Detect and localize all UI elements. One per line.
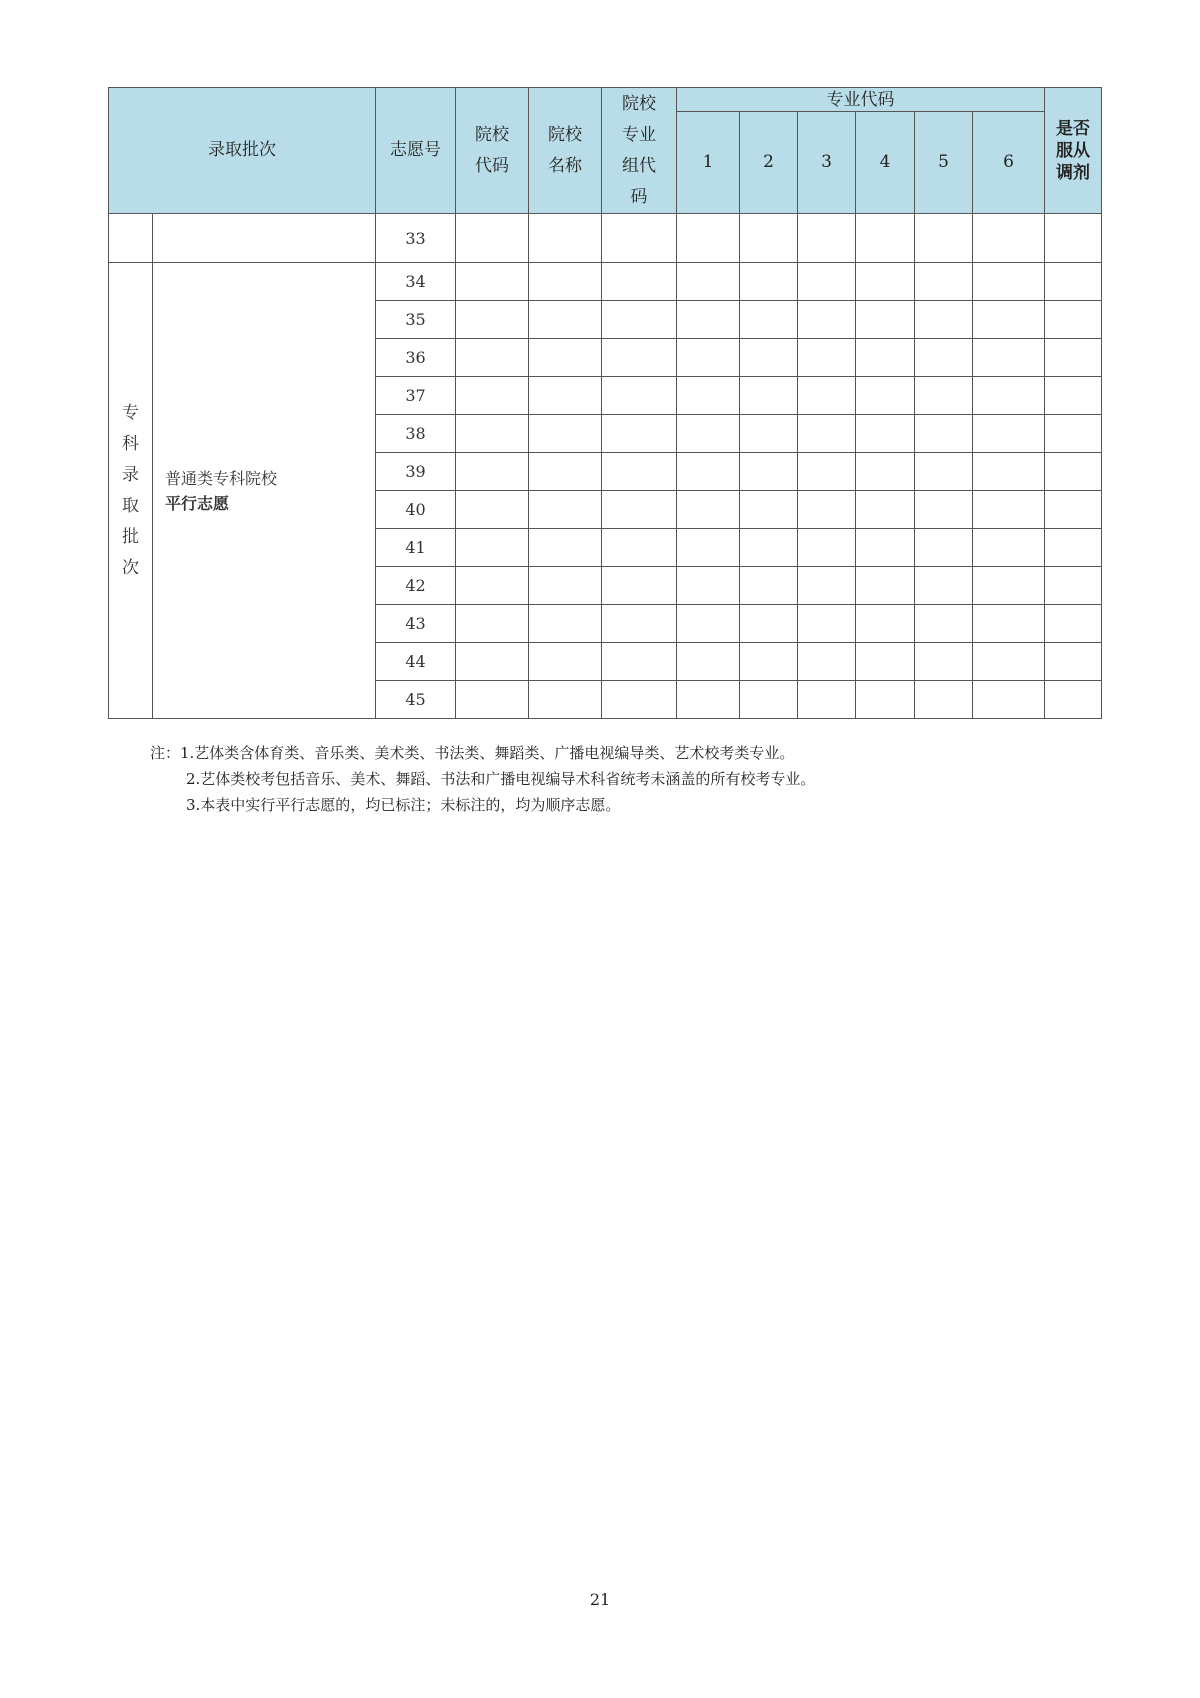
entry-cell — [973, 453, 1045, 491]
entry-cell — [677, 491, 740, 529]
entry-cell — [602, 301, 677, 339]
entry-cell — [740, 643, 798, 681]
choice-number: 38 — [376, 415, 456, 453]
entry-cell — [456, 529, 529, 567]
entry-cell — [1045, 491, 1102, 529]
entry-cell — [856, 605, 915, 643]
entry-cell — [740, 453, 798, 491]
entry-cell — [1045, 605, 1102, 643]
entry-cell — [602, 681, 677, 719]
notes — [150, 740, 815, 818]
choice-number: 45 — [376, 681, 456, 719]
table-row — [109, 214, 1102, 263]
entry-cell — [915, 529, 973, 567]
entry-cell — [456, 339, 529, 377]
entry-cell — [915, 605, 973, 643]
entry-cell — [1045, 301, 1102, 339]
entry-cell — [798, 453, 856, 491]
entry-cell — [740, 567, 798, 605]
choice-number: 39 — [376, 453, 456, 491]
header-major-1: 1 — [677, 112, 740, 214]
entry-cell — [856, 491, 915, 529]
entry-cell — [677, 643, 740, 681]
entry-cell — [602, 377, 677, 415]
entry-cell — [973, 301, 1045, 339]
blank-cell — [153, 214, 376, 263]
entry-cell — [677, 415, 740, 453]
blank-cell — [109, 214, 153, 263]
choice-number: 33 — [376, 214, 456, 263]
entry-cell — [973, 339, 1045, 377]
entry-cell — [677, 567, 740, 605]
header-major-5: 5 — [915, 112, 973, 214]
header-major-4: 4 — [856, 112, 915, 214]
entry-cell — [973, 567, 1045, 605]
header-school-name: 院校 名称 — [529, 88, 602, 214]
entry-cell — [798, 529, 856, 567]
entry-cell — [740, 491, 798, 529]
entry-cell — [529, 529, 602, 567]
entry-cell — [915, 453, 973, 491]
entry-cell — [529, 491, 602, 529]
entry-cell — [529, 339, 602, 377]
entry-cell — [798, 491, 856, 529]
entry-cell — [529, 681, 602, 719]
entry-cell — [456, 301, 529, 339]
entry-cell — [798, 301, 856, 339]
entry-cell — [456, 415, 529, 453]
entry-cell — [677, 453, 740, 491]
entry-cell — [740, 681, 798, 719]
entry-cell — [1045, 681, 1102, 719]
choice-number: 41 — [376, 529, 456, 567]
entry-cell — [856, 643, 915, 681]
choice-number: 35 — [376, 301, 456, 339]
entry-cell — [529, 453, 602, 491]
choice-number: 40 — [376, 491, 456, 529]
entry-cell — [1045, 453, 1102, 491]
batch-name-vertical: 专 科 录 取 批 次 — [109, 263, 153, 719]
header-major-6: 6 — [973, 112, 1045, 214]
entry-cell — [677, 301, 740, 339]
entry-cell — [798, 643, 856, 681]
entry-cell — [677, 529, 740, 567]
entry-cell — [602, 567, 677, 605]
choice-number: 43 — [376, 605, 456, 643]
entry-cell — [856, 339, 915, 377]
header-school-code: 院校 代码 — [456, 88, 529, 214]
entry-cell — [798, 605, 856, 643]
entry-cell — [915, 567, 973, 605]
entry-cell — [1045, 377, 1102, 415]
choice-number: 36 — [376, 339, 456, 377]
entry-cell — [1045, 567, 1102, 605]
entry-cell — [798, 567, 856, 605]
entry-cell — [798, 339, 856, 377]
entry-cell — [602, 415, 677, 453]
choice-number: 37 — [376, 377, 456, 415]
entry-cell — [915, 491, 973, 529]
entry-cell — [740, 605, 798, 643]
entry-cell — [677, 605, 740, 643]
choice-number: 42 — [376, 567, 456, 605]
note-3: 3.本表中实行平行志愿的，均已标注；未标注的，均为顺序志愿。 — [186, 796, 621, 814]
entry-cell — [529, 567, 602, 605]
entry-cell — [456, 567, 529, 605]
entry-cell — [740, 529, 798, 567]
entry-cell — [973, 377, 1045, 415]
entry-cell — [856, 377, 915, 415]
entry-cell — [456, 453, 529, 491]
entry-cell — [602, 643, 677, 681]
entry-cell — [602, 529, 677, 567]
entry-cell — [973, 605, 1045, 643]
batch-mode: 平行志愿 — [165, 493, 230, 513]
entry-cell — [456, 377, 529, 415]
entry-cell — [798, 377, 856, 415]
application-form-table — [108, 87, 1102, 719]
entry-cell — [677, 377, 740, 415]
entry-cell — [602, 605, 677, 643]
entry-cell — [915, 339, 973, 377]
entry-cell — [456, 491, 529, 529]
entry-cell — [856, 301, 915, 339]
entry-cell — [856, 529, 915, 567]
choice-number: 34 — [376, 263, 456, 301]
entry-cell — [602, 453, 677, 491]
entry-cell — [529, 605, 602, 643]
entry-cell — [856, 453, 915, 491]
entry-cell — [915, 643, 973, 681]
entry-cell — [529, 643, 602, 681]
page-number: 21 — [589, 1590, 611, 1609]
entry-cell — [915, 377, 973, 415]
header-major-2: 2 — [740, 112, 798, 214]
batch-type: 普通类专科院校 — [165, 468, 278, 488]
header-major-code: 专业代码 — [677, 88, 1045, 112]
entry-cell — [740, 415, 798, 453]
entry-cell — [798, 415, 856, 453]
batch-description — [153, 263, 376, 719]
note-2: 2.艺体类校考包括音乐、美术、舞蹈、书法和广播电视编导术科省统考未涵盖的所有校考专业。 — [186, 770, 816, 788]
entry-cell — [529, 415, 602, 453]
table-body — [109, 214, 1102, 719]
entry-cell — [1045, 339, 1102, 377]
entry-cell — [529, 301, 602, 339]
header-major-3: 3 — [798, 112, 856, 214]
header-accept-adjustment: 是否 服从 调剂 — [1045, 88, 1102, 214]
entry-cell — [915, 415, 973, 453]
entry-cell — [456, 681, 529, 719]
entry-cell — [740, 377, 798, 415]
entry-cell — [915, 681, 973, 719]
entry-cell — [973, 529, 1045, 567]
header-major-group-code: 院校 专业 组代 码 — [602, 88, 677, 214]
entry-cell — [456, 605, 529, 643]
table-row — [109, 263, 1102, 301]
header-choice-number: 志愿号 — [376, 88, 456, 214]
entry-cell — [677, 339, 740, 377]
entry-cell — [856, 415, 915, 453]
entry-cell — [740, 301, 798, 339]
entry-cell — [1045, 529, 1102, 567]
entry-cell — [973, 643, 1045, 681]
header-batch: 录取批次 — [109, 88, 376, 214]
entry-cell — [973, 681, 1045, 719]
entry-cell — [856, 681, 915, 719]
entry-cell — [677, 681, 740, 719]
entry-cell — [1045, 643, 1102, 681]
entry-cell — [915, 301, 973, 339]
entry-cell — [1045, 415, 1102, 453]
entry-cell — [456, 643, 529, 681]
entry-cell — [973, 415, 1045, 453]
entry-cell — [602, 339, 677, 377]
entry-cell — [529, 377, 602, 415]
entry-cell — [740, 339, 798, 377]
entry-cell — [973, 491, 1045, 529]
note-1: 注：1.艺体类含体育类、音乐类、美术类、书法类、舞蹈类、广播电视编导类、艺术校考类专业。 — [150, 744, 795, 762]
entry-cell — [856, 567, 915, 605]
choice-number: 44 — [376, 643, 456, 681]
entry-cell — [798, 681, 856, 719]
entry-cell — [602, 491, 677, 529]
